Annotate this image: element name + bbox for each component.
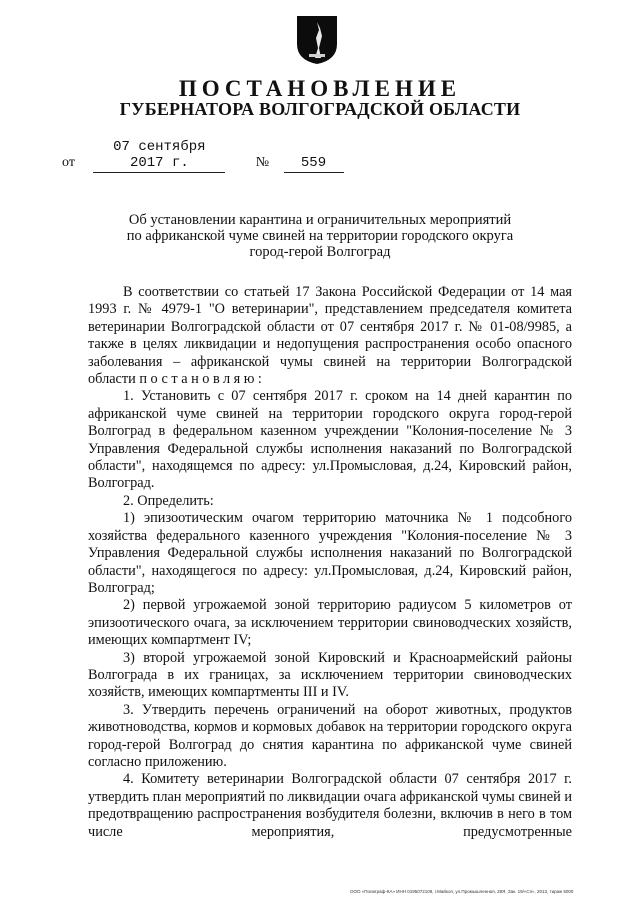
paragraph-2-1: 1) эпизоотическим очагом территорию маточника № 1 подсобного хозяйства федерального казенного учреждения "Колония-поселение № 3 Управления Федеральной службы исполнения наказаний по Волгоградской области", находящегося по адресу: ул.Промысловая, д.24, Кировский район, Волгоград; [88,510,572,596]
date-prefix: от [62,155,75,170]
document-body [88,284,572,841]
document-subtitle: ГУБЕРНАТОРА ВОЛГОГРАДСКОЙ ОБЛАСТИ [119,99,521,119]
paragraph-2: 2. Определить: [123,492,214,509]
paragraph-4: 4. Комитету ветеринарии Волгоградской области 07 сентября 2017 г. утвердить план мероприятий по ликвидации очага африканской чумы свиней и предотвращению распространения возбудителя болезни, включив в него в том числе мероприятия, предусмотренные [88,771,572,840]
paragraph-2-2: 2) первой угрожаемой зоной территорию радиусом 5 километров от эпизоотического очага, за исключением территории свиноводческих хозяйств, имеющих компартмент IV; [88,597,572,649]
subject-line: Об установлении карантина и ограничительных мероприятий [128,212,512,228]
number-prefix: № [255,155,270,170]
document-title: ПОСТАНОВЛЕНИЕ [178,76,462,101]
intro-text: В соответствии со статьей 17 Закона Российской Федерации от 14 мая 1993 г. № 4979-1 "О ветеринарии", представлением председателя комитета ветеринарии Волгоградской области от 07 сентября 2017 г. № 01-08/9985, а также в целях ликвидации и недопущения распространения особо опасного заболевания – африканской чумы свиней на территории Волгоградской области [88,284,572,388]
paragraph-2-3: 3) второй угрожаемой зоной Кировский и Красноармейский районы Волгограда в их границах, за исключением территории свиноводческих хозяйств, имеющих компартменты III и IV. [88,649,572,701]
document-date: 07 сентября 2017 г. [93,139,225,173]
subject-line: по африканской чуме свиней на территории городского округа [126,228,514,244]
paragraph-1: 1. Установить с 07 сентября 2017 г. сроком на 14 дней карантин по африканской чуме свиней на территории городского округа город-герой Волгоград в федеральном казенном учреждении "Колония-поселение № 3 Управления Федеральной службы исполнения наказаний по Волгоградской области", находящемся по адресу: ул.Промысловая, д.24, Кировский район, Волгоград. [88,388,572,492]
document-subject [120,212,520,260]
decree-word: постановляю: [139,371,266,388]
document-meta [62,139,344,171]
document-number: 559 [284,155,344,173]
intro-paragraph [88,284,572,388]
coat-of-arms-icon [295,14,339,66]
subject-line: город-герой Волгоград [249,244,391,260]
printer-imprint: ООО «Полиграф-КА» ИНН 0195072109, г.Майкоп, ул.Промышленная, 28Я, Зак. 19/«Сп», 2013, тираж 5000 [350,889,574,894]
paragraph-3: 3. Утвердить перечень ограничений на оборот животных, продуктов животноводства, кормов и кормовых добавок на территории городского округа город-герой Волгоград до снятия карантина по африканской чуме свиней согласно приложению. [88,701,572,770]
